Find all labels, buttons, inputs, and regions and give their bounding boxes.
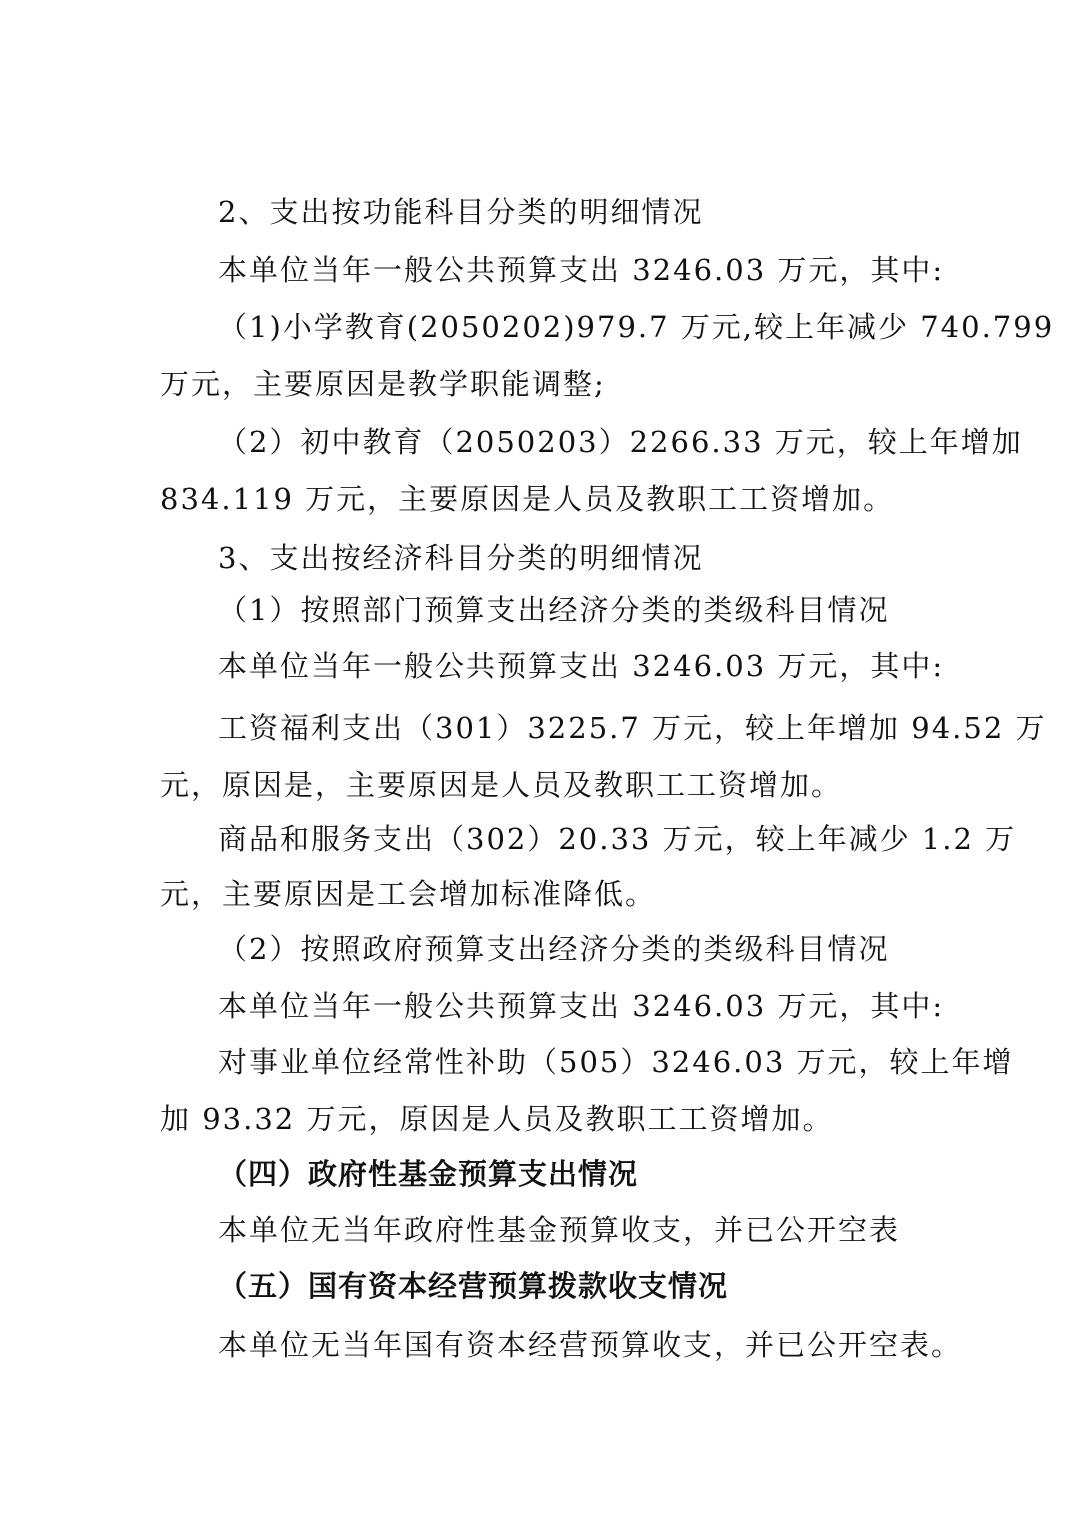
section-heading-state-capital: （五）国有资本经营预算拨款收支情况	[218, 1269, 729, 1303]
heading-function-breakdown: 2、支出按功能科目分类的明细情况	[218, 195, 704, 229]
heading-economic-breakdown: 3、支出按经济科目分类的明细情况	[218, 541, 704, 575]
paragraph-line: 本单位无当年政府性基金预算收支，并已公开空表	[218, 1213, 901, 1247]
paragraph-line: 本单位当年一般公共预算支出 3246.03 万元，其中:	[218, 649, 945, 683]
paragraph-line: 万元，主要原因是教学职能调整;	[160, 367, 606, 401]
paragraph-line: 元，原因是，主要原因是人员及教职工工资增加。	[160, 768, 843, 802]
paragraph-line: 834.119 万元，主要原因是人员及教职工工资增加。	[160, 482, 895, 516]
paragraph-line: 商品和服务支出（302）20.33 万元，较上年减少 1.2 万	[218, 822, 1017, 856]
paragraph-line: 本单位当年一般公共预算支出 3246.03 万元，其中:	[218, 989, 945, 1023]
paragraph-line: （2）初中教育（2050203）2266.33 万元，较上年增加	[218, 425, 1023, 459]
paragraph-line: 加 93.32 万元，原因是人员及教职工工资增加。	[160, 1102, 834, 1136]
paragraph-line: 对事业单位经常性补助（505）3246.03 万元，较上年增	[218, 1045, 1014, 1079]
paragraph-line: 本单位无当年国有资本经营预算收支，并已公开空表。	[218, 1328, 963, 1362]
subheading-government-budget: （2）按照政府预算支出经济分类的类级科目情况	[218, 932, 890, 966]
subheading-department-budget: （1）按照部门预算支出经济分类的类级科目情况	[218, 593, 890, 627]
paragraph-line: 元，主要原因是工会增加标准降低。	[160, 877, 657, 911]
paragraph-line: 本单位当年一般公共预算支出 3246.03 万元，其中:	[218, 253, 945, 287]
section-heading-government-fund: （四）政府性基金预算支出情况	[218, 1157, 639, 1191]
paragraph-line: 工资福利支出（301）3225.7 万元，较上年增加 94.52 万	[218, 711, 1047, 745]
paragraph-line: （1)小学教育(2050202)979.7 万元,较上年减少 740.799	[218, 310, 1055, 344]
